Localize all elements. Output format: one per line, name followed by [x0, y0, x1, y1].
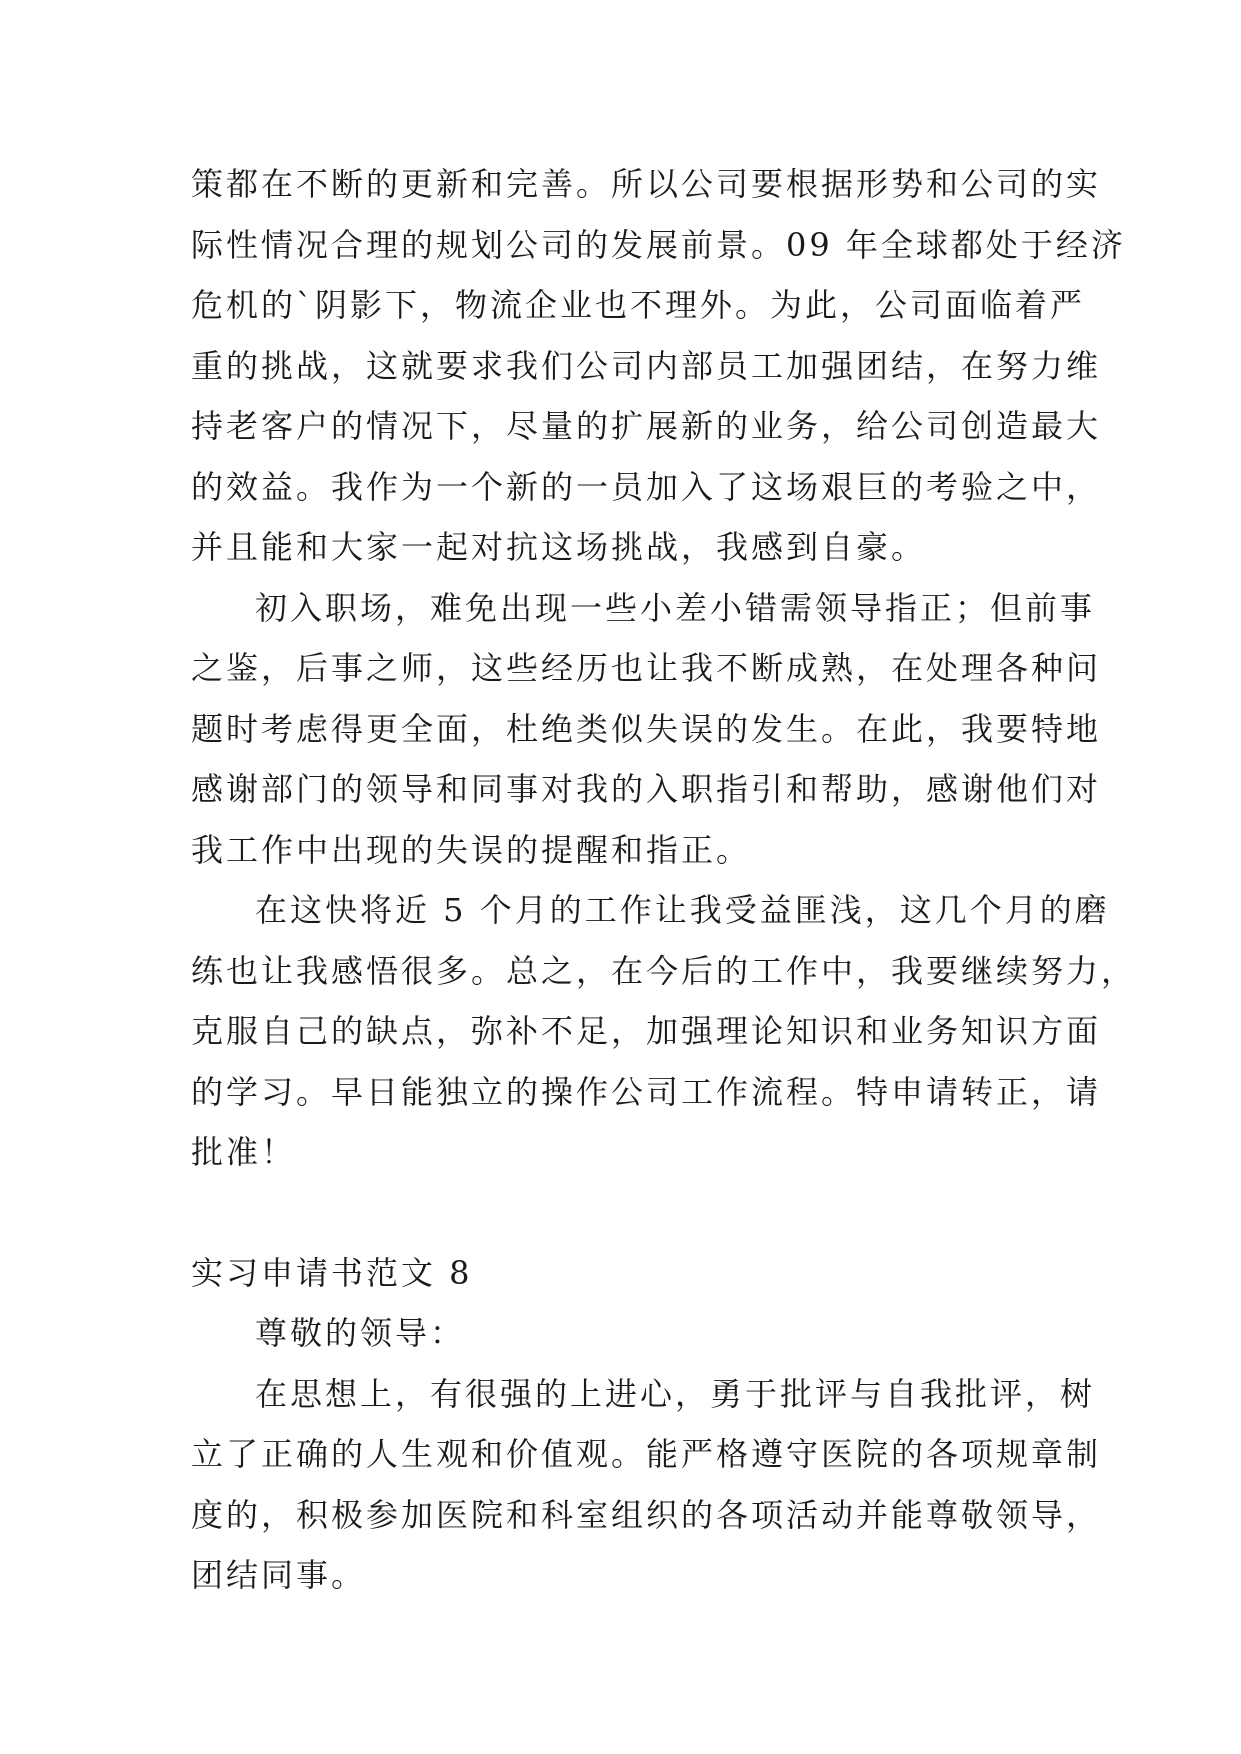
paragraph-2 — [191, 578, 1102, 881]
text-line: 批准！ — [191, 1133, 297, 1171]
text-line: 际性情况合理的规划公司的发展前景。09 年全球都处于经济 — [191, 225, 1126, 264]
text-line: 持老客户的情况下，尽量的扩展新的业务，给公司创造最大 — [191, 407, 1102, 445]
text-line: 在思想上，有很强的上进心，勇于批评与自我批评，树 — [255, 1374, 1096, 1413]
text-line: 的学习。早日能独立的操作公司工作流程。特申请转正，请 — [191, 1072, 1102, 1111]
text-line: 之鉴，后事之师，这些经历也让我不断成熟，在处理各种问 — [191, 649, 1102, 687]
text-line: 度的，积极参加医院和科室组织的各项活动并能尊敬领导， — [191, 1495, 1102, 1534]
text-line: 危机的`阴影下，物流企业也不理外。为此，公司面临着严 — [191, 286, 1086, 324]
text-line: 初入职场，难免出现一些小差小错需领导指正；但前事 — [255, 588, 1096, 627]
paragraph-3 — [191, 880, 1137, 1183]
text-line: 策都在不断的更新和完善。所以公司要根据形势和公司的实 — [191, 165, 1102, 203]
document-body — [191, 154, 1137, 1606]
text-line: 团结同事。 — [191, 1556, 367, 1594]
salutation: 尊敬的领导： — [255, 1314, 466, 1352]
text-line: 题时考虑得更全面，杜绝类似失误的发生。在此，我要特地 — [191, 709, 1102, 748]
paragraph-4 — [191, 1364, 1102, 1606]
section-title: 实习申请书范文 8 — [191, 1253, 473, 1292]
text-line: 的效益。我作为一个新的一员加入了这场艰巨的考验之中， — [191, 467, 1102, 506]
section-gap — [191, 1183, 1051, 1243]
text-line: 练也让我感悟很多。总之，在今后的工作中，我要继续努力， — [191, 951, 1137, 990]
text-line: 我工作中出现的失误的提醒和指正。 — [191, 830, 752, 869]
text-line: 感谢部门的领导和同事对我的入职指引和帮助，感谢他们对 — [191, 770, 1102, 808]
text-line: 并且能和大家一起对抗这场挑战，我感到自豪。 — [191, 528, 927, 566]
text-line: 重的挑战，这就要求我们公司内部员工加强团结，在努力维 — [191, 346, 1102, 385]
paragraph-1 — [191, 154, 1126, 578]
text-line: 立了正确的人生观和价值观。能严格遵守医院的各项规章制 — [191, 1435, 1102, 1473]
text-line: 克服自己的缺点，弥补不足，加强理论知识和业务知识方面 — [191, 1012, 1102, 1050]
text-line: 在这快将近 5 个月的工作让我受益匪浅，这几个月的磨 — [255, 891, 1110, 929]
